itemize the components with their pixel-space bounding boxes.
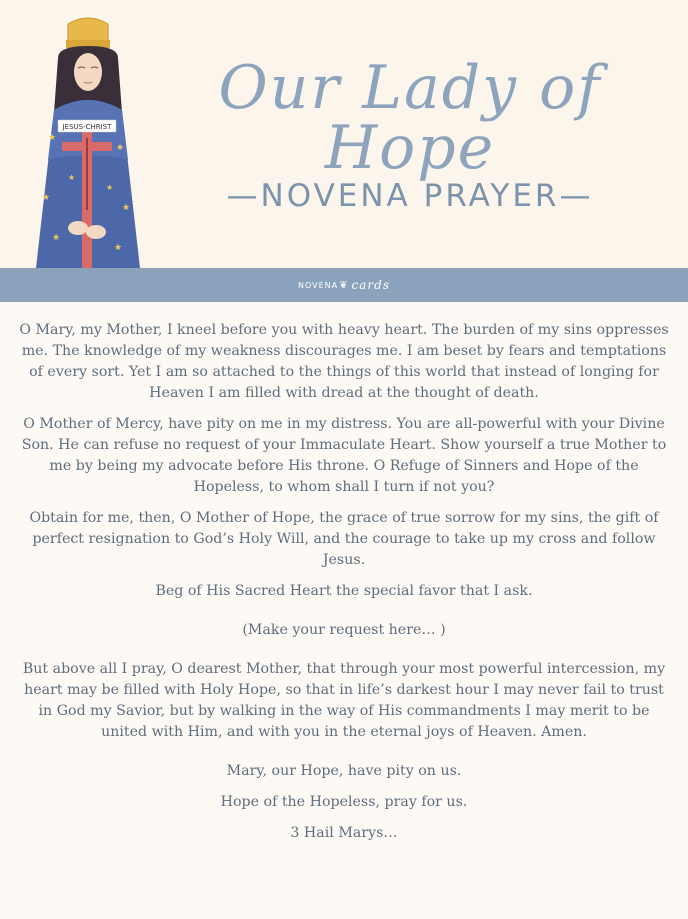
figure-label: JESUS-CHRIST (62, 123, 112, 131)
prayer-paragraph-4: Beg of His Sacred Heart the special favor that I ask. (155, 583, 533, 599)
header (0, 0, 688, 268)
leaf-sprig-icon: ❦ (339, 279, 349, 291)
brand-band (0, 268, 688, 302)
brand-left: NOVENA (298, 280, 339, 290)
prayer-line-7: Mary, our Hope, have pity on us. (226, 763, 462, 779)
prayer-paragraph-1: O Mary, my Mother, I kneel before you with heavy heart. The burden of my sins oppresses me. The knowledge of my weakness discourages me. I am beset by fears and temptations of every sort. Yet I am so attached to the things of this world that instead of longing for Heaven I am filled with dread at the thought of death. (19, 322, 669, 401)
svg-text:★: ★ (68, 173, 76, 182)
page-title: Our Lady of Hope (218, 53, 602, 183)
svg-text:★: ★ (122, 203, 131, 213)
prayer-request-line: (Make your request here… ) (242, 622, 446, 638)
our-lady-figure-illustration (28, 10, 148, 268)
prayer-text (18, 320, 670, 854)
prayer-paragraph-6: But above all I pray, O dearest Mother, that through your most powerful intercession, my heart may be filled with Holy Hope, so that in life’s darkest hour I may never fail to trust in God my Savior, but by walking in the way of His commandments I may merit to be united with Him, and with you in the eternal joys of Heaven. Amen. (22, 661, 666, 740)
svg-text:★: ★ (42, 193, 51, 203)
page-subtitle: —NOVENA PRAYER— (226, 178, 594, 214)
svg-text:★: ★ (52, 233, 61, 243)
brand-right: cards (351, 278, 390, 292)
svg-text:★: ★ (106, 183, 114, 192)
prayer-paragraph-3: Obtain for me, then, O Mother of Hope, the grace of true sorrow for my sins, the gift of perfect resignation to God’s Holy Will, and the courage to take up my cross and follow Jesus. (29, 510, 659, 568)
svg-text:★: ★ (116, 143, 125, 153)
svg-text:★: ★ (48, 133, 57, 143)
prayer-paragraph-2: O Mother of Mercy, have pity on me in my distress. You are all-powerful with your Divine Son. He can refuse no request of your Immaculate Heart. Show yourself a true Mother to me by being my advocate before His throne. O Refuge of Sinners and Hope of the Hopeless, to whom shall I turn if not you? (21, 416, 667, 495)
prayer-line-8: Hope of the Hopeless, pray for us. (220, 794, 468, 810)
svg-text:★: ★ (114, 243, 123, 253)
prayer-line-9: 3 Hail Marys… (290, 825, 398, 841)
prayer-body (0, 302, 688, 919)
